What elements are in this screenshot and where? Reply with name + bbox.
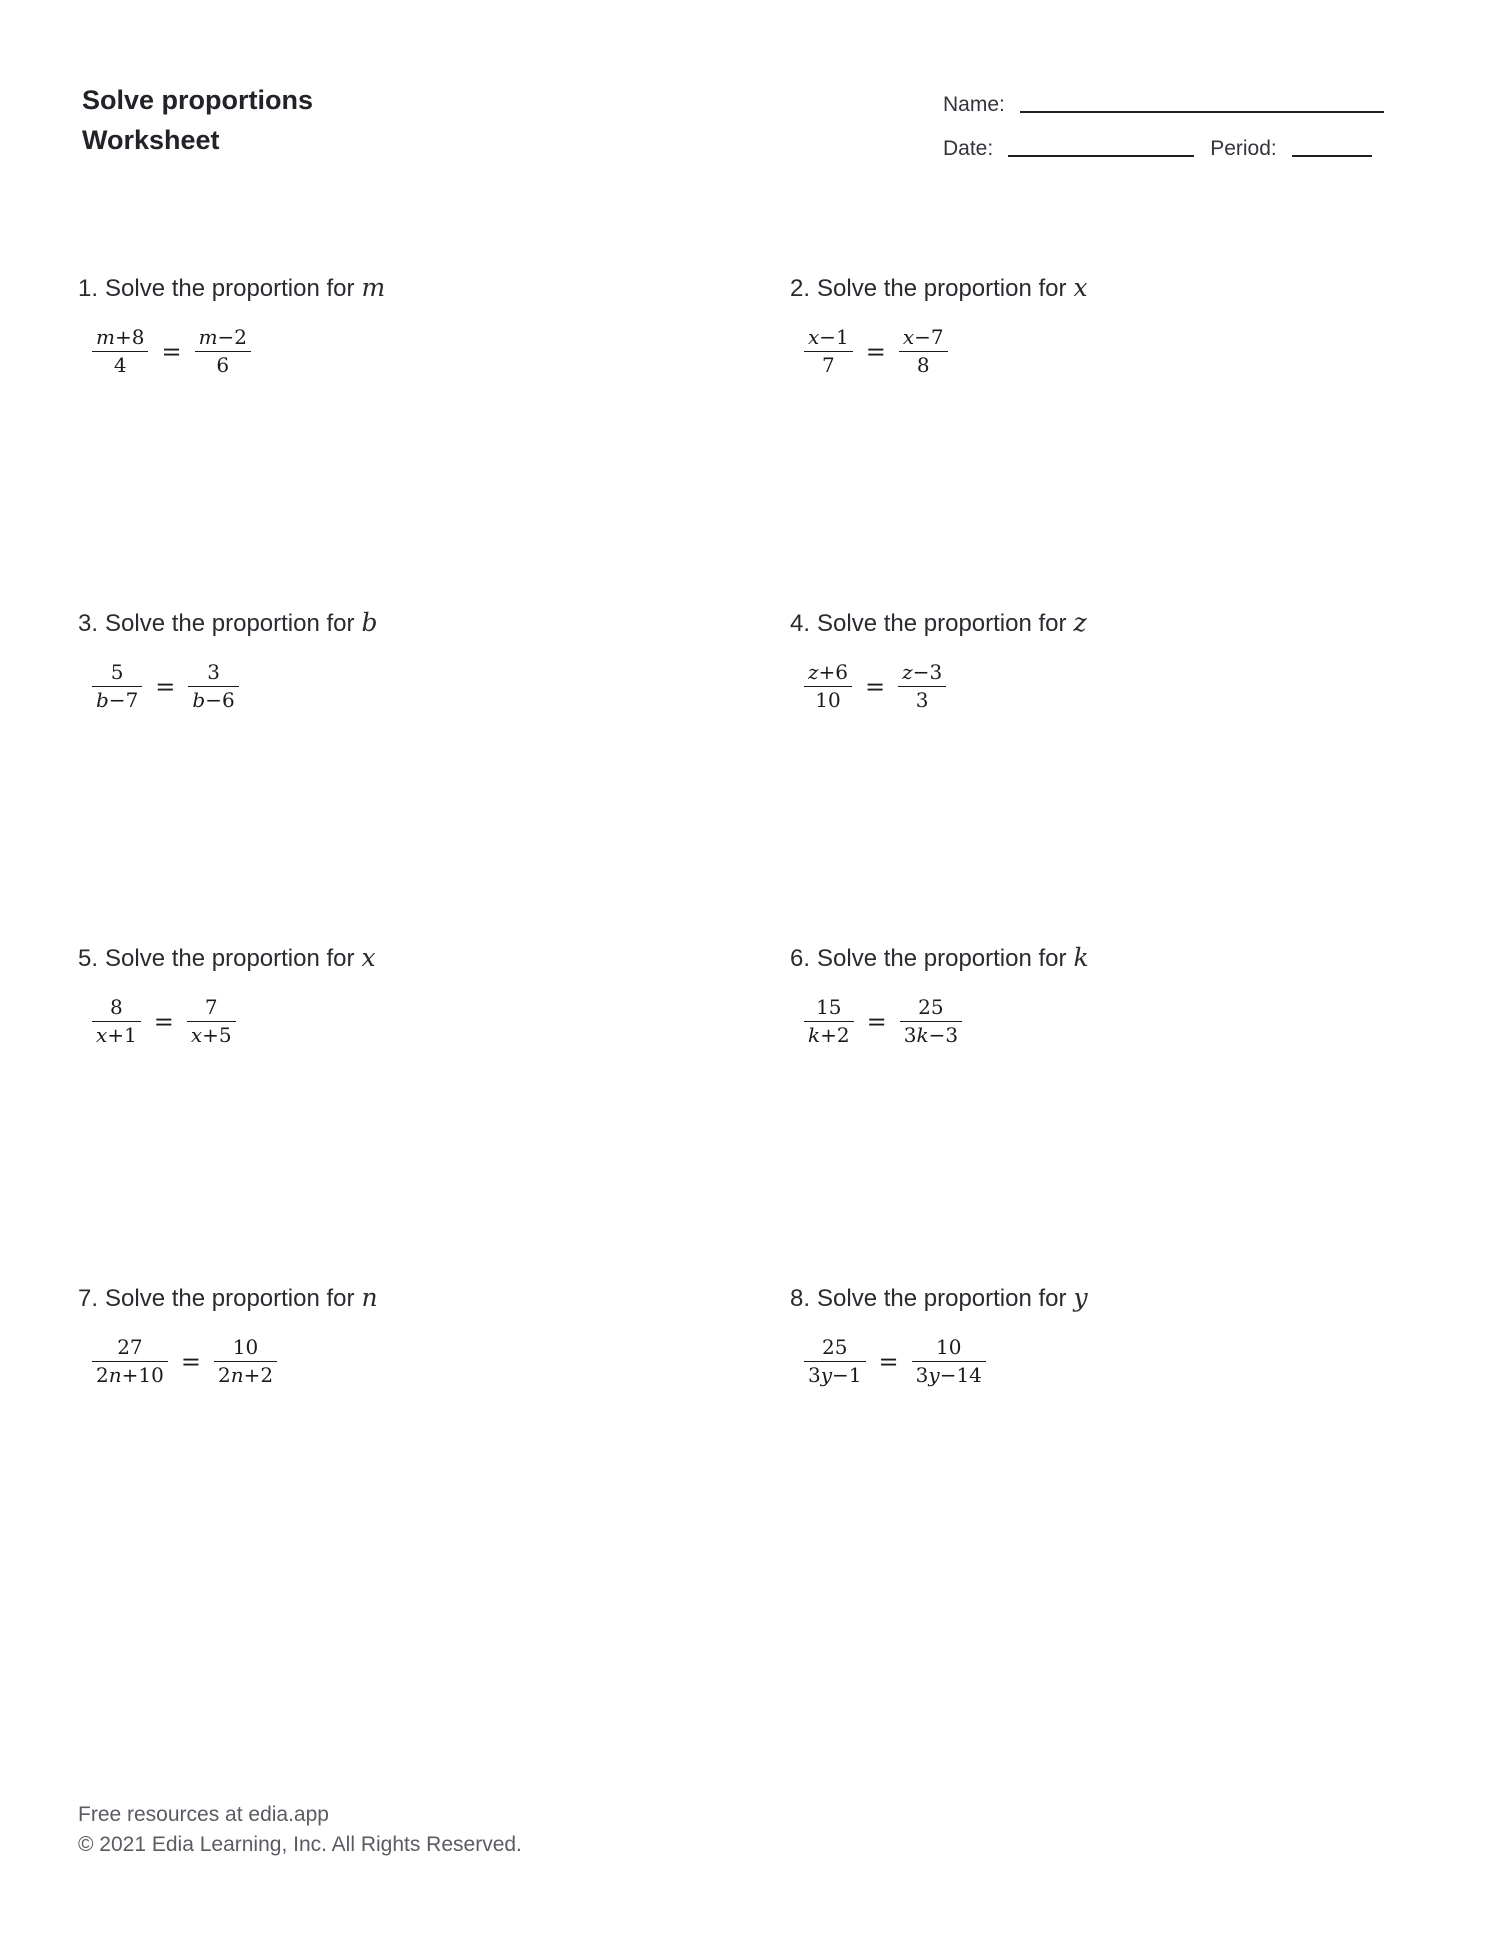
problem-number: 3. bbox=[78, 610, 99, 637]
right-fraction bbox=[899, 327, 948, 376]
left-fraction-denominator: 4 bbox=[113, 353, 127, 377]
left-fraction-denominator: 7 bbox=[822, 353, 835, 377]
left-fraction bbox=[804, 327, 853, 376]
equals-sign: = bbox=[865, 337, 886, 366]
period-label: Period: bbox=[1210, 137, 1277, 160]
problem-item bbox=[790, 607, 1430, 711]
left-fraction-denominator: x+1 bbox=[96, 1023, 137, 1047]
left-fraction-numerator: 25 bbox=[804, 1337, 866, 1362]
left-fraction-numerator: m+8 bbox=[92, 327, 148, 352]
problem-variable: b bbox=[361, 608, 378, 637]
problem-title bbox=[78, 942, 718, 975]
problem-prompt: Solve the proportion for bbox=[105, 275, 355, 302]
date-period-field-row bbox=[943, 137, 1384, 161]
proportion-equation bbox=[804, 662, 1430, 711]
problem-prompt: Solve the proportion for bbox=[817, 1285, 1067, 1312]
problem-number: 5. bbox=[78, 945, 99, 972]
right-fraction-numerator: 10 bbox=[214, 1337, 277, 1362]
right-fraction bbox=[187, 997, 236, 1046]
problem-title bbox=[790, 607, 1430, 640]
right-fraction-denominator: 6 bbox=[216, 353, 230, 377]
left-fraction-numerator: 27 bbox=[92, 1337, 168, 1362]
problem-prompt: Solve the proportion for bbox=[105, 1285, 355, 1312]
left-fraction bbox=[92, 997, 141, 1046]
left-fraction bbox=[92, 1337, 168, 1386]
date-blank-line bbox=[1008, 155, 1194, 157]
problem-title bbox=[78, 607, 718, 640]
problem-prompt: Solve the proportion for bbox=[105, 945, 355, 972]
problem-item bbox=[790, 1282, 1430, 1386]
equals-sign: = bbox=[155, 672, 176, 701]
problem-item bbox=[78, 1282, 718, 1386]
left-fraction-denominator: 10 bbox=[815, 688, 841, 712]
date-label: Date: bbox=[943, 137, 994, 160]
right-fraction bbox=[900, 997, 962, 1046]
proportion-equation bbox=[92, 997, 718, 1046]
problem-variable: n bbox=[361, 1283, 378, 1312]
problem-title bbox=[790, 1282, 1430, 1315]
problem-number: 8. bbox=[790, 1285, 811, 1312]
left-fraction bbox=[804, 997, 854, 1046]
equals-sign: = bbox=[180, 1347, 201, 1376]
right-fraction bbox=[912, 1337, 986, 1386]
right-fraction bbox=[195, 327, 251, 376]
problem-prompt: Solve the proportion for bbox=[105, 610, 355, 637]
equals-sign: = bbox=[866, 1007, 887, 1036]
problem-number: 2. bbox=[790, 275, 811, 302]
footer-copyright-text: © 2021 Edia Learning, Inc. All Rights Reserved. bbox=[78, 1833, 522, 1856]
right-fraction-denominator: 2n+2 bbox=[217, 1363, 274, 1387]
left-fraction-numerator: x−1 bbox=[804, 327, 853, 352]
left-fraction bbox=[804, 1337, 866, 1386]
right-fraction-denominator: 3y−14 bbox=[915, 1363, 982, 1387]
problem-prompt: Solve the proportion for bbox=[817, 610, 1067, 637]
student-fields bbox=[943, 93, 1384, 181]
proportion-equation bbox=[92, 1337, 718, 1386]
problem-number: 1. bbox=[78, 275, 99, 302]
problem-variable: z bbox=[1073, 608, 1087, 637]
problem-variable: y bbox=[1073, 1283, 1088, 1312]
title-block bbox=[82, 80, 313, 160]
right-fraction-numerator: m−2 bbox=[195, 327, 251, 352]
problem-variable: k bbox=[1073, 943, 1089, 972]
right-fraction-denominator: 3k−3 bbox=[903, 1023, 959, 1047]
left-fraction-denominator: 2n+10 bbox=[96, 1363, 164, 1387]
problem-number: 6. bbox=[790, 945, 811, 972]
name-field-row bbox=[943, 93, 1384, 117]
right-fraction-numerator: 25 bbox=[900, 997, 962, 1022]
left-fraction-denominator: 3y−1 bbox=[808, 1363, 862, 1387]
left-fraction-numerator: 15 bbox=[804, 997, 854, 1022]
left-fraction bbox=[92, 662, 142, 711]
problem-variable: x bbox=[361, 943, 376, 972]
worksheet-subtitle: Worksheet bbox=[82, 125, 220, 155]
problem-title bbox=[790, 272, 1430, 305]
problem-item bbox=[790, 272, 1430, 376]
problem-item bbox=[790, 942, 1430, 1046]
left-fraction bbox=[804, 662, 852, 711]
proportion-equation bbox=[804, 1337, 1430, 1386]
period-blank-line bbox=[1292, 155, 1372, 157]
right-fraction bbox=[898, 662, 946, 711]
right-fraction-denominator: x+5 bbox=[190, 1023, 232, 1047]
problem-item bbox=[78, 607, 718, 711]
right-fraction bbox=[214, 1337, 277, 1386]
right-fraction-denominator: 8 bbox=[916, 353, 930, 377]
problem-title bbox=[78, 1282, 718, 1315]
problem-item bbox=[78, 942, 718, 1046]
proportion-equation bbox=[92, 662, 718, 711]
left-fraction-numerator: 5 bbox=[92, 662, 142, 687]
equals-sign: = bbox=[865, 672, 886, 701]
problem-prompt: Solve the proportion for bbox=[817, 945, 1067, 972]
equals-sign: = bbox=[878, 1347, 899, 1376]
left-fraction-numerator: 8 bbox=[92, 997, 141, 1022]
problem-prompt: Solve the proportion for bbox=[817, 275, 1067, 302]
problem-title bbox=[790, 942, 1430, 975]
problem-variable: m bbox=[361, 273, 386, 302]
equals-sign: = bbox=[161, 337, 182, 366]
proportion-equation bbox=[92, 327, 718, 376]
left-fraction-denominator: b−7 bbox=[96, 688, 139, 712]
proportion-equation bbox=[804, 327, 1430, 376]
problem-number: 4. bbox=[790, 610, 811, 637]
problem-title bbox=[78, 272, 718, 305]
problem-item bbox=[78, 272, 718, 376]
worksheet-title: Solve proportions bbox=[82, 85, 314, 115]
right-fraction-numerator: 10 bbox=[912, 1337, 986, 1362]
right-fraction-denominator: 3 bbox=[915, 688, 929, 712]
right-fraction-numerator: x−7 bbox=[899, 327, 948, 352]
name-blank-line bbox=[1020, 111, 1384, 113]
left-fraction-numerator: z+6 bbox=[804, 662, 852, 687]
problem-variable: x bbox=[1073, 273, 1088, 302]
right-fraction-numerator: 7 bbox=[187, 997, 236, 1022]
name-label: Name: bbox=[943, 93, 1005, 116]
right-fraction bbox=[188, 662, 238, 711]
footer bbox=[78, 1800, 522, 1860]
left-fraction bbox=[92, 327, 148, 376]
right-fraction-numerator: 3 bbox=[188, 662, 238, 687]
footer-resources-text: Free resources at edia.app bbox=[78, 1803, 329, 1826]
problem-number: 7. bbox=[78, 1285, 99, 1312]
right-fraction-numerator: z−3 bbox=[898, 662, 946, 687]
right-fraction-denominator: b−6 bbox=[192, 688, 235, 712]
proportion-equation bbox=[804, 997, 1430, 1046]
left-fraction-denominator: k+2 bbox=[808, 1023, 850, 1047]
equals-sign: = bbox=[153, 1007, 174, 1036]
